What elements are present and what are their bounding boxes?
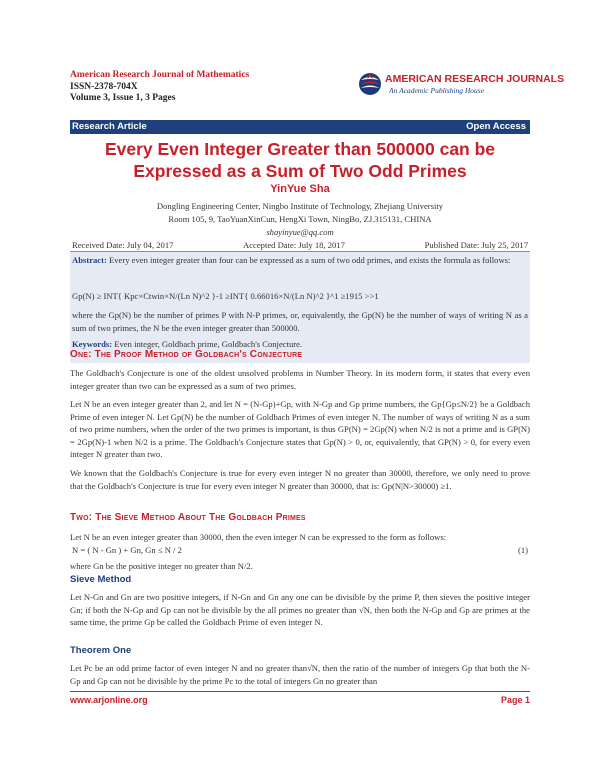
title-line-1: Every Even Integer Greater than 500000 can be (104, 139, 496, 159)
journal-header (70, 70, 249, 105)
abstract-formula: Gp(N) ≥ INT{ Kpc×Ctwin×N/(Ln N)^2 }-1 ≥INT{ 0.66016×N/(Ln N)^2 }^1 ≥1915 >>1 (72, 291, 379, 301)
abstract-text (72, 254, 528, 267)
footer-url[interactable]: www.arjonline.org (70, 695, 148, 705)
open-access-label: Open Access (466, 121, 526, 132)
journal-name: American Research Journal of Mathematics (70, 70, 250, 80)
abstract-box (70, 251, 530, 363)
theorem-one-heading: Theorem One (70, 645, 132, 656)
title-line-2: Expressed as a Sum of Two Odd Primes (133, 161, 467, 181)
affiliation (70, 200, 530, 239)
sieve-method-paragraph: Let N-Gn and Gn are two positive integers, if N-Gn and Gn any one can be divisible by the prime P, then sieves the positive integer Gn; if both the N-Gp and Gp can not be divisible by the all primes no greater than √N, then both the N-Gp and Gp are primes at the same time, the prime Gp be called the Goldbach Prime of even integer N. (70, 592, 530, 628)
issn: ISSN-2378-704X (70, 81, 138, 92)
author-email[interactable]: shayinyue@qq.com (266, 227, 334, 237)
abstract-label: Abstract: (72, 255, 107, 265)
equation-1 (70, 545, 530, 557)
article-type-bar (70, 120, 530, 134)
section1-paragraph-2: Let N be an even integer greater than 2, and let N = (N-Gp)+Gp, with N-Gp and Gp prime numbers, the Gp{Gp≤N/2} be a Goldbach Prime of even integer N. Let Gp(N) be the number of Goldbach Primes of even integer N. The number of ways of writing N as a sum of two prime numbers, when the order of the two primes is important, is thus GP(N) = 2Gp(N) when N/2 is not a prime and is GP(N) = 2Gp(N)-1 when N/2 is a prime. The Goldbach's Conjecture states that Gp(N) > 0, or, equivalently, that GP(N) > 0, for every even integer N greater than two. (70, 399, 530, 460)
equation-1-number: (1) (517, 545, 528, 555)
publisher-tagline: An Academic Publishing House (389, 86, 485, 95)
received-date: Received Date: July 04, 2017 (72, 240, 174, 250)
abstract-body: Every even integer greater than four can be expressed as a sum of two odd primes, and exists the formula as follows: (109, 255, 511, 265)
published-date: Published Date: July 25, 2017 (424, 240, 528, 250)
volume-issue: Volume 3, Issue 1, 3 Pages (70, 93, 176, 103)
author-name: YinYue Sha (270, 183, 330, 195)
accepted-date: Accepted Date: July 18, 2017 (243, 240, 345, 250)
affiliation-line-2: Room 105, 9, TaoYuanXinCun, HengXi Town, NingBo, ZJ.315131, CHINA (168, 214, 432, 224)
sieve-method-heading: Sieve Method (70, 574, 132, 585)
abstract-where: where the Gp(N) be the number of primes P with N-P primes, or, equivalently, the Gp(N) be the number of ways of writing N as a sum of two primes, the N be the even integer greater than 500000. (72, 310, 528, 333)
publisher-logo (355, 71, 565, 99)
page-number: Page 1 (500, 695, 530, 705)
equation-1-text: N = ( N - Gn ) + Gn, Gn ≤ N / 2 (72, 545, 182, 555)
publisher-name: AMERICAN RESEARCH JOURNALS (385, 73, 565, 85)
section-heading-2: Two: The Sieve Method About The Goldbach Primes (70, 512, 306, 523)
paper-title (70, 138, 530, 182)
footer-rule (70, 691, 530, 692)
section2-paragraph-1: Let N be an even integer greater than 30000, then the even integer N can be expressed to the form as follows: (70, 532, 447, 542)
keywords-text: Even integer, Goldbach prime, Goldbach's Conjecture. (114, 339, 303, 349)
theorem-one-paragraph: Let Pc be an odd prime factor of even integer N and no greater than√N, then the ratio of the number of integers Gp that both the N-Gp and Gp can not be divisible by the prime Pc to the total of integers Gn no greater than (70, 663, 530, 686)
section-heading-1: One: The Proof Method of Goldbach's Conjecture (70, 349, 303, 360)
section1-paragraph-3: We known that the Goldbach's Conjecture is true for every even integer N no greater than 30000, therefore, we only need to prove that the Goldbach's Conjecture is true for every even integer N greater than 30000, that is: Gp(N|N>30000) ≥1. (70, 468, 530, 491)
keywords-label: Keywords: (72, 339, 113, 349)
globe-logo-icon (357, 71, 383, 97)
section2-paragraph-2: where Gn be the positive integer no greater than N/2. (70, 561, 253, 571)
article-type: Research Article (72, 121, 147, 132)
affiliation-line-1: Dongling Engineering Center, Ningbo Institute of Technology, Zhejiang University (156, 201, 444, 211)
section1-paragraph-1: The Goldbach's Conjecture is one of the oldest unsolved problems in Number Theory. In its modern form, it states that every even integer greater than two can be expressed as a sum of two primes. (70, 368, 530, 391)
